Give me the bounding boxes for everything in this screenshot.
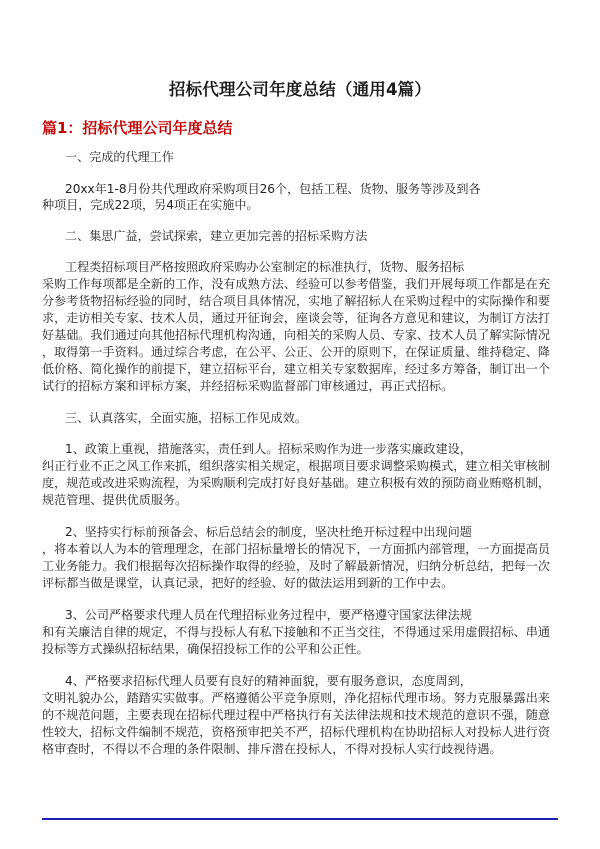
paragraph-line: 文明礼貌办公，踏踏实实做事。严格遵循公平竞争原则，净化招标代理市场。努力克服暴露出来 xyxy=(42,691,550,705)
paragraph-line: 三、认真落实，全面实施，招标工作见成效。 xyxy=(65,411,307,425)
paragraph-line: 评标都当做是课堂，认真记录，把好的经验、好的做法运用到新的工作中去。 xyxy=(42,576,454,590)
paragraph-line: ，将本着以人为本的管理理念，在部门招标量增长的情况下，一方面抓内部管理，一方面提高员 xyxy=(42,542,550,556)
paragraph-line: 工业务能力。我们根据每次招标操作取得的经验，及时了解最新情况，归纳分析总结，把每一次 xyxy=(42,559,550,573)
paragraph-line: 3、公司严格要求代理人员在代理招标业务过程中，要严格遵守国家法律法规 xyxy=(65,608,472,622)
paragraph-line: 纠正行业不正之风工作来抓，组织落实相关规定，根据项目要求调整采购模式，建立相关审核制 xyxy=(42,459,550,473)
paragraph-line: 2、坚持实行标前预备会、标后总结会的制度，坚决杜绝开标过程中出现问题 xyxy=(65,525,472,539)
paragraph-line: 性较大，招标文件编制不规范，资格预审把关不严，招标代理机构在协助招标人对投标人进行资 xyxy=(42,725,550,739)
paragraph-line: 种项目，完成22项，另4项正在实施中。 xyxy=(42,198,259,212)
paragraph-line: 20xx年1-8月份共代理政府采购项目26个，包括工程、货物、服务等涉及到各 xyxy=(65,182,481,196)
paragraph-line: 度，规范或改进采购流程，为采购顺利完成打好良好基础。建立积极有效的预防商业贿赂机制， xyxy=(42,476,550,490)
paragraph-line: 的不规范问题，主要表现在招标代理过程中严格执行有关法律法规和技术规范的意识不强，随意 xyxy=(42,708,550,722)
paragraph-line: 4、严格要求招标代理人员要有良好的精神面貌，要有服务意识，态度周到， xyxy=(65,674,472,688)
paragraph-line: 分参考货物招标经验的同时，结合项目具体情况，实地了解招标人在采购过程中的实际操作和要 xyxy=(42,294,550,308)
paragraph-line: 1、政策上重视，措施落实，责任到人。招标采购作为进一步落实廉政建设， xyxy=(65,442,472,456)
section-heading: 篇1：招标代理公司年度总结 xyxy=(42,119,233,137)
paragraph-line: 采购工作每项都是全新的工作，没有成熟方法、经验可以参考借鉴，我们开展每项工作都是在充 xyxy=(42,277,550,291)
paragraph-line: 二、集思广益，尝试探索，建立更加完善的招标采购方法 xyxy=(65,229,368,243)
bottom-divider xyxy=(42,818,558,820)
paragraph-line: 好基础。我们通过向其他招标代理机构沟通，向相关的采购人员、专家、技术人员了解实际情况 xyxy=(42,328,550,342)
paragraph-line: 低价格、简化操作的前提下，建立招标平台，建立相关专家数据库，经过多方筹备，制订出一个 xyxy=(42,362,550,376)
paragraph-line: 试行的招标方案和评标方案，并经招标采购监督部门审核通过，再正式招标。 xyxy=(42,379,454,393)
document-title: 招标代理公司年度总结（通用4篇） xyxy=(168,80,432,99)
paragraph-line: 投标等方式操纵招标结果，确保招投标工作的公平和公正性。 xyxy=(42,642,369,656)
paragraph-line: 和有关廉洁自律的规定，不得与投标人有私下接触和不正当交往，不得通过采用虚假招标、串通 xyxy=(42,625,550,639)
paragraph-line: 一、完成的代理工作 xyxy=(65,150,174,164)
paragraph-line: ，取得第一手资料。通过综合考虑，在公平、公正、公开的原则下，在保证质量、维持稳定、降 xyxy=(42,345,550,359)
paragraph-line: 规范管理、提供优质服务。 xyxy=(42,493,188,507)
paragraph-line: 工程类招标项目严格按照政府采购办公室制定的标准执行，货物、服务招标 xyxy=(65,260,465,274)
paragraph-line: 求，走访相关专家、技术人员，通过开征询会，座谈会等，征询各方意见和建议，为制订方法打 xyxy=(42,311,550,325)
paragraph-line: 格审查时，不得以不合理的条件限制、排斥潜在投标人，不得对投标人实行歧视待遇。 xyxy=(42,742,502,756)
